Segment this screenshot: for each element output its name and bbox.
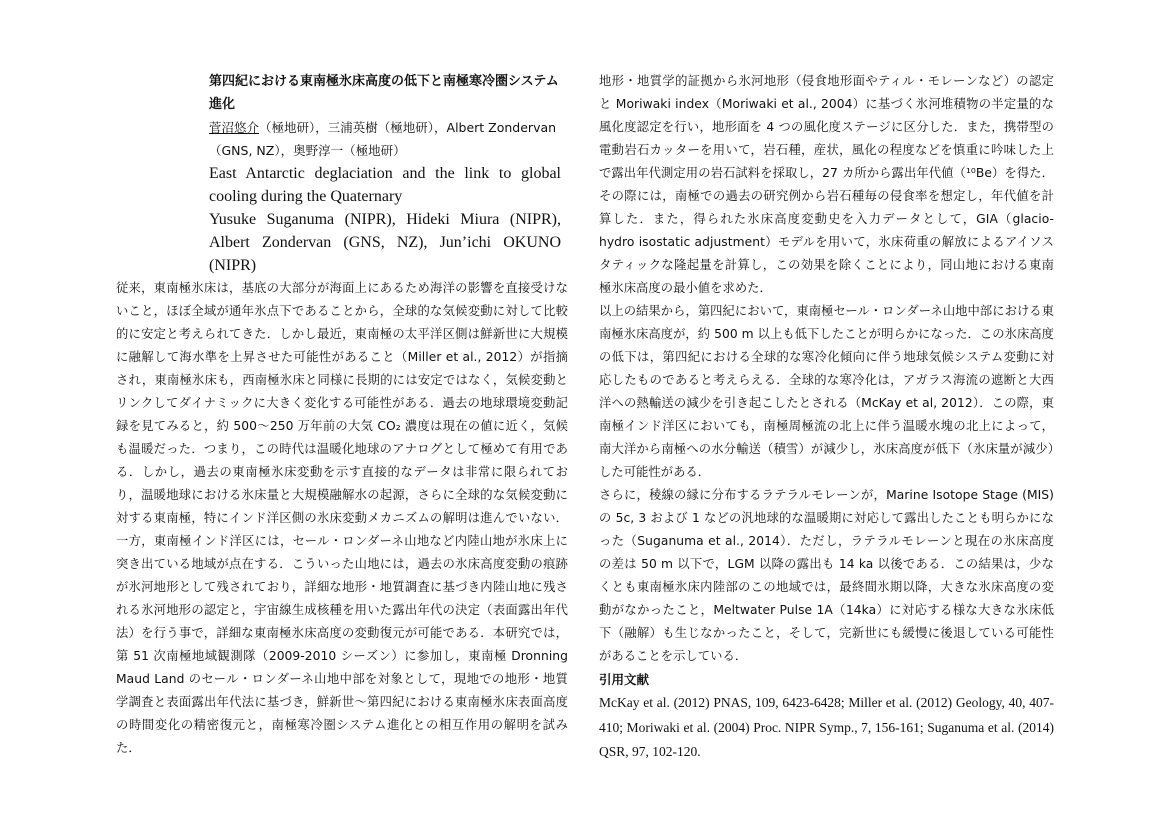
english-title: East Antarctic deglaciation and the link to global cooling during the Quaternary [209, 165, 561, 205]
presenter-name: 菅沼悠介 [209, 120, 260, 135]
body-paragraph-introduction: 従来，東南極氷床は，基底の大部分が海面上にあるため海洋の影響を直接受けないこと，ほぼ全域が通年氷点下であることから，全球的な気候変動に対して比較的に安定と考えられてきた．しかし最近，東南極の太平洋区側は鮮新世に大規模に融解して海水準を上昇させた可能性があること（Miller et al., 2012）が指摘され，東南極氷床も，西南極氷床と同様に長期的には安定ではなく，気候変動とリンクしてダイナミックに大きく変化する可能性がある．過去の地球環境変動記録を見てみると，約 500〜250 万年前の大気 CO₂ 濃度は現在の値に近く，気候も温暖だった．つまり，この時代は温暖化地球のアナログとして極めて有用である．しかし，過去の東南極氷床変動を示す直接的なデータは非常に限られており，温暖地球における氷床量と大規模融解水の起源，さらに全球的な気候変動に対する東南極，特にインド洋区側の氷床変動メカニズムの解明は進んでいない．一方，東南極インド洋区には，セール・ロンダーネ山地など内陸山地が氷床上に突き出ている地域が点在する．こういった山地には，過去の氷床高度変動の痕跡が氷河地形として残されており，詳細な地形・地質調査に基づき内陸山地に残される氷河地形の認定と，宇宙線生成核種を用いた露出年代の決定（表面露出年代法）を行う事で，詳細な東南極氷床高度の変動復元が可能である．本研究では，第 51 次南極地域観測隊（2009-2010 シーズン）に参加し，東南極 Dronning Maud Land のセール・ロンダーネ山地中部を対象として，現地での地形・地質学調査と表面露出年代法に基づき，鮮新世〜第四紀における東南極氷床表面高度の時間変化の精密復元と，南極寒冷圏システム進化との相互作用の解明を試みた． [116, 281, 568, 755]
references-list: McKay et al. (2012) PNAS, 109, 6423-6428; Miller et al. (2012) Geology, 40, 407-410; Moriwaki et al. (2004) Proc. NIPR Symp., 7, 156-161; Suganuma et al. (2014) QSR, 97, 102-120. [599, 695, 1054, 759]
right-column [599, 70, 1054, 765]
japanese-title: 第四紀における東南極氷床高度の低下と南極寒冷圏システム進化 [209, 74, 559, 112]
body-paragraph-results: 以上の結果から，第四紀において，東南極セール・ロンダーネ山地中部における東南極氷床高度が，約 500 m 以上も低下したことが明らかになった．この氷床高度の低下は，第四紀における全球的な寒冷化傾向に伴う地球気候システム変動に対応したものであると考えらえる．全球的な寒冷化は，アガラス海流の遮断と大西洋への熱輸送の減少を引き起こしたとされる（McKay et al, 2012）．この際，東南極インド洋区においても，南極周極流の北上に伴う温暖水塊の北上によって，南大洋から南極への水分輸送（積雪）が減少し，氷床高度が低下（氷床量が減少）した可能性がある． [599, 304, 1054, 479]
body-paragraph-discussion: さらに，稜線の縁に分布するラテラルモレーンが，Marine Isotope Stage (MIS) の 5c, 3 および 1 などの汎地球的な温暖期に対応して露出したことも明らかになった（Suganuma et al., 2014）．ただし，ラテラルモレーンと現在の氷床高度の差は 50 m 以下で，LGM 以降の露出も 14 ka 以後である．この結果は，少なくとも東南極氷床内陸部のこの地域では，最終間氷期以降，大きな氷床高度の変動がなかったこと，Meltwater Pulse 1A（14ka）に対応する様な大きな氷床低下（融解）も生じなかったこと，そして，完新世にも緩慢に後退している可能性があることを示している． [599, 488, 1054, 663]
japanese-authors-rest: （極地研），三浦英樹（極地研），Albert Zondervan（GNS, NZ），奥野淳一（極地研） [209, 120, 557, 158]
header-block [209, 70, 561, 277]
left-column [116, 70, 568, 760]
body-paragraph-methods: 地形・地質学的証拠から氷河地形（侵食地形面やティル・モレーンなど）の認定と Moriwaki index（Moriwaki et al., 2004）に基づく氷河堆積物の半定量的な風化度認定を行い，地形面を 4 つの風化度ステージに区分した．また，携帯型の電動岩石カッターを用いて，岩石種，産状，風化の程度などを慎重に吟味した上で露出年代測定用の岩石試料を採取し，27 カ所から露出年代値（¹⁰Be）を得た．その際には，南極での過去の研究例から岩石種毎の侵食率を想定し，年代値を計算した．また，得られた氷床高度変動史を入力データとして，GIA（glacio-hydro isostatic adjustment）モデルを用いて，氷床荷重の解放によるアイソスタティックな隆起量を計算し，この効果を除くことにより，同山地における東南極氷床高度の最小値を求めた． [599, 74, 1054, 295]
english-authors: Yusuke Suganuma (NIPR), Hideki Miura (NIPR), Albert Zondervan (GNS, NZ), Jun’ichi OKUNO (NIPR) [209, 211, 561, 274]
references-heading: 引用文献 [599, 672, 650, 687]
japanese-authors [209, 116, 561, 162]
